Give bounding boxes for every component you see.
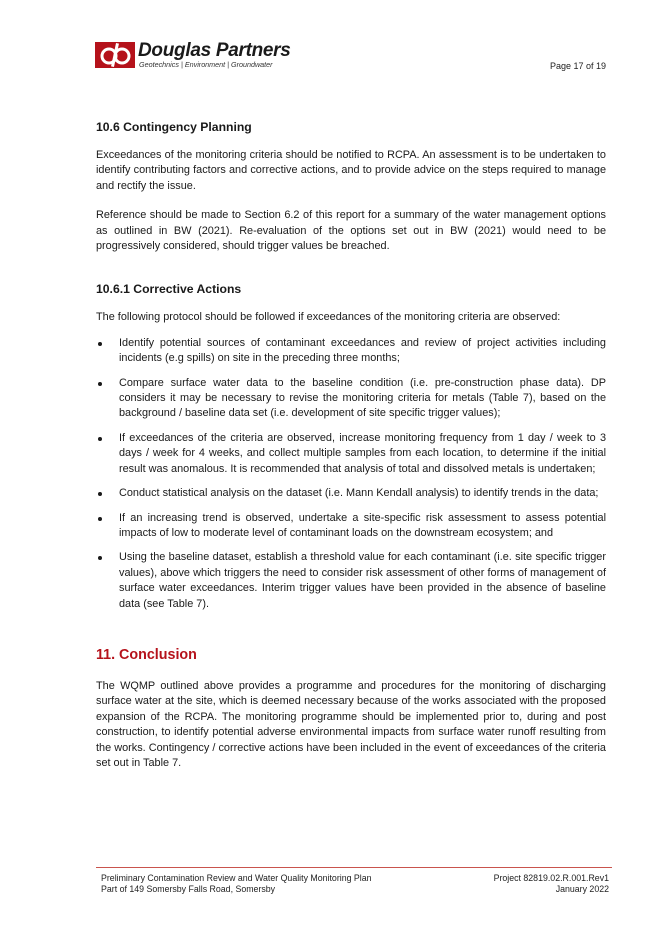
footer-project-number: Project 82819.02.R.001.Rev1 bbox=[493, 873, 609, 883]
bullet-icon bbox=[98, 382, 102, 386]
bullet-icon bbox=[98, 437, 102, 441]
footer-document-title: Preliminary Contamination Review and Water Quality Monitoring Plan bbox=[101, 873, 372, 883]
section-11-heading: 11. Conclusion bbox=[96, 646, 197, 663]
section-10-6-paragraph-2: Reference should be made to Section 6.2 of this report for a summary of the water management options as outlined in BW (2021). Re-evaluation of the options set out in BW (2021) would need to be progressively considered, should trigger values be breached. bbox=[96, 209, 606, 253]
footer-date: January 2022 bbox=[555, 884, 609, 894]
list-item: Compare surface water data to the baseline condition (i.e. pre-construction phase data). DP considers it may be necessary to revise the monitoring criteria for metals (Table 7), based on the background / baseline data set (i.e. development of site specific trigger values); bbox=[96, 376, 606, 422]
list-item: Identify potential sources of contaminant exceedances and review of project activities including incidents (e.g spills) on site in the preceding three months; bbox=[96, 336, 606, 367]
footer-divider bbox=[96, 867, 612, 868]
logo-company-name: Douglas Partners bbox=[138, 40, 291, 61]
corrective-actions-intro: The following protocol should be followed if exceedances of the monitoring criteria are observed: bbox=[96, 311, 561, 324]
logo-tagline: Geotechnics | Environment | Groundwater bbox=[139, 60, 273, 69]
bullet-icon bbox=[98, 342, 102, 346]
list-item: Conduct statistical analysis on the dataset (i.e. Mann Kendall analysis) to identify trends in the data; bbox=[96, 486, 606, 501]
bullet-icon bbox=[98, 492, 102, 496]
section-10-6-paragraph-1: Exceedances of the monitoring criteria should be notified to RCPA. An assessment is to be undertaken to identify contributing factors and corrective actions, and to provide advice on the steps required to manage and rectify the issue. bbox=[96, 149, 606, 192]
bullet-icon bbox=[98, 517, 102, 521]
list-item: If exceedances of the criteria are observed, increase monitoring frequency from 1 day / week to 3 days / week for 4 weeks, and collect multiple samples from each location, to determine if the initial result was anomalous. It is recommended that analysis of total and dissolved metals is undertaken; bbox=[96, 431, 606, 477]
section-10-6-heading: 10.6 Contingency Planning bbox=[96, 120, 252, 134]
corrective-actions-list bbox=[96, 336, 606, 612]
dp-logo-icon bbox=[95, 42, 135, 68]
bullet-icon bbox=[98, 556, 102, 560]
footer-site-address: Part of 149 Somersby Falls Road, Somersby bbox=[101, 884, 276, 894]
footer-right bbox=[494, 873, 609, 895]
footer-left bbox=[101, 873, 372, 895]
section-10-6-1-heading: 10.6.1 Corrective Actions bbox=[96, 282, 242, 297]
page-number: Page 17 of 19 bbox=[549, 61, 606, 71]
document-body bbox=[96, 120, 606, 771]
conclusion-paragraph: The WQMP outlined above provides a programme and procedures for the monitoring of discharging surface water at the site, which is deemed necessary because of the works associated with the proposed expansion of the RCPA. The monitoring programme should be implemented prior to, during and post construction, to identify potential adverse environmental impacts from surface water runoff resulting from the works. Contingency / corrective actions have been included in the event of exceedances of the criteria set out in Table 7. bbox=[96, 679, 606, 769]
list-item: If an increasing trend is observed, undertake a site-specific risk assessment to assess potential impacts of low to moderate level of contaminant loads on the downstream ecosystem; and bbox=[96, 511, 606, 542]
list-item: Using the baseline dataset, establish a threshold value for each contaminant (i.e. site specific trigger values), above which triggers the need to consider risk assessment of other forms of management of surface water exceedances. Interim trigger values have been provided in the absence of baseline data (see Table 7). bbox=[96, 550, 606, 612]
company-logo bbox=[95, 40, 315, 70]
